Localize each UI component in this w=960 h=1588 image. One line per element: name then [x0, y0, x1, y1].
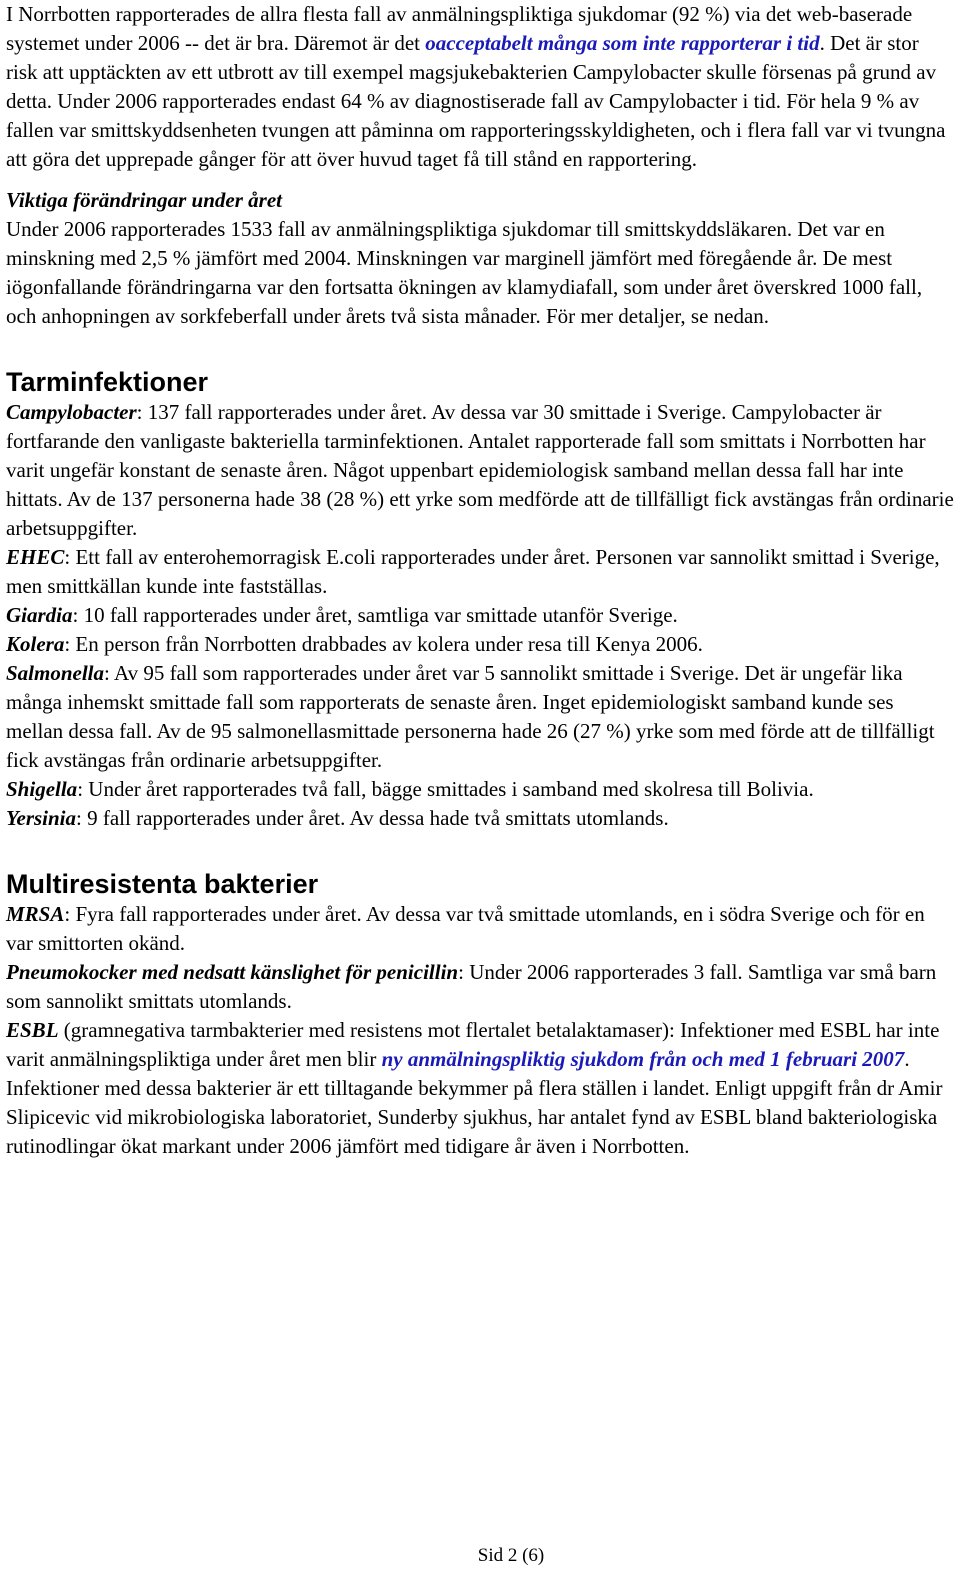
yersinia-paragraph: Yersinia: 9 fall rapporterades under året. Av dessa hade två smittats utomlands. [6, 806, 669, 830]
kolera-paragraph: Kolera: En person från Norrbotten drabbades av kolera under resa till Kenya 2006. [6, 632, 703, 656]
campylobacter-paragraph: Campylobacter: 137 fall rapporterades under året. Av dessa var 30 smittade i Sverige. Campylobacter är fortfarande den vanligaste bakteriella tarminfektionen. Antalet rapporterade fall som smittats i Norrbotten har varit ungefär konstant de senaste åren. Något uppenbart epidemiologisk samband mellan dessa fall har inte hittats. Av de 137 personerna hade 38 (28 %) ett yrke som medförde att de tillfälligt fick avstängas från ordinarie arbetsuppgifter. [6, 400, 954, 540]
esbl-notifiable-link[interactable]: ny anmälningspliktig sjukdom från och med 1 februari 2007 [381, 1047, 905, 1071]
document-page [6, 0, 954, 1161]
mrsa-paragraph: MRSA: Fyra fall rapporterades under året. Av dessa var två smittade utomlands, en i södra Sverige och för en var smittorten okänd. [6, 902, 925, 955]
giardia-paragraph: Giardia: 10 fall rapporterades under året, samtliga var smittade utanför Sverige. [6, 603, 678, 627]
esbl-paragraph: ESBL (gramnegativa tarmbakterier med resistens mot flertalet betalaktamaser): Infektioner med ESBL har inte varit anmälningspliktiga under året men blir ny anmälningspliktig sjukdom från och med 1 februari 2007. Infektioner med dessa bakterier är ett tilltagande bekymmer på flera ställen i landet. Enligt uppgift från dr Amir Slipicevic vid mikrobiologiska laboratoriet, Sunderby sjukhus, har antalet fynd av ESBL bland bakteriologiska rutinodlingar ökat markant under 2006 jämfört med tidigare år även i Norrbotten. [6, 1018, 943, 1158]
changes-paragraph: Under 2006 rapporterades 1533 fall av anmälningspliktiga sjukdomar till smittskyddsläkaren. Det var en minskning med 2,5 % jämfört med 2004. Minskningen var marginell jämfört med föregående år. De mest iögonfallande förändringarna var den fortsatta ökningen av klamydiafall, som under året överskred 1000 fall, och anhopningen av sorkfeberfall under årets två sista månader. För mer detaljer, se nedan. [6, 217, 923, 328]
intro-paragraph: I Norrbotten rapporterades de allra flesta fall av anmälningspliktiga sjukdomar (92 %) via det web-baserade systemet under 2006 -- det är bra. Däremot är det oacceptabelt många som inte rapporterar i tid. Det är stor risk att upptäckten av ett utbrott av till exempel magsjukebakterien Campylobacter skulle försenas på grund av detta. Under 2006 rapporterades endast 64 % av diagnostiserade fall av Campylobacter i tid. För hela 9 % av fallen var smittskyddsenheten tvungen att påminna om rapporteringsskyldigheten, och i flera fall var vi tvungna att göra det upprepade gånger för att över huvud taget få till stånd en rapportering. [6, 2, 946, 171]
pneumokocker-paragraph: Pneumokocker med nedsatt känslighet för penicillin: Under 2006 rapporterades 3 fall. Samtliga var små barn som sannolikt smittats utomlands. [6, 960, 937, 1013]
tarminfektioner-heading: Tarminfektioner [6, 367, 209, 397]
ehec-paragraph: EHEC: Ett fall av enterohemorragisk E.coli rapporterades under året. Personen var sannolikt smittad i Sverige, men smittkällan kunde inte fastställas. [6, 545, 940, 598]
changes-heading: Viktiga förändringar under året [6, 188, 282, 212]
shigella-paragraph: Shigella: Under året rapporterades två fall, bägge smittades i samband med skolresa till Bolivia. [6, 777, 814, 801]
page-number: Sid 2 (6) [477, 1545, 545, 1566]
multiresistenta-heading: Multiresistenta bakterier [6, 869, 319, 899]
salmonella-paragraph: Salmonella: Av 95 fall som rapporterades under året var 5 sannolikt smittade i Sverige. Det är ungefär lika många inhemskt smittade fall som rapporterats de senaste åren. Inget epidemiologiskt samband kunde ses mellan dessa fall. Av de 95 salmonellasmittade personerna hade 26 (27 %) yrke som med förde att de tillfälligt fick avstängas från ordinarie arbetsuppgifter. [6, 661, 935, 772]
late-reporting-link[interactable]: oacceptabelt många som inte rapporterar i tid [425, 31, 820, 55]
